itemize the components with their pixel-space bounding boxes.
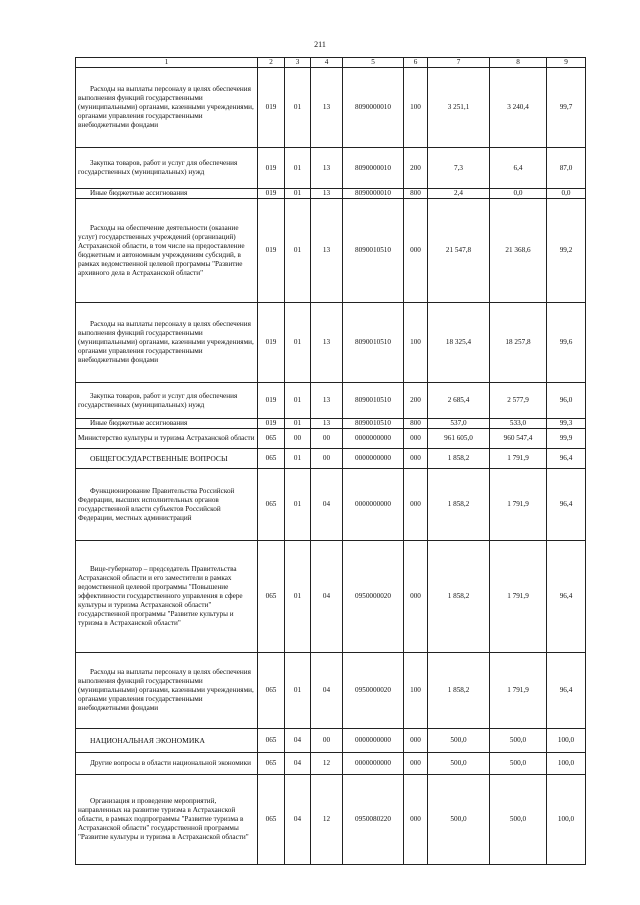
cell-csr: 0000000000 — [343, 449, 404, 469]
cell-fact: 1 791,9 — [490, 469, 547, 541]
table-row — [76, 653, 586, 729]
cell-vr: 000 — [404, 429, 428, 449]
cell-rz: 01 — [285, 383, 311, 419]
cell-fact: 3 240,4 — [490, 68, 547, 148]
cell-gr: 065 — [258, 753, 285, 775]
cell-csr: 0000000000 — [343, 753, 404, 775]
cell-rz: 04 — [285, 753, 311, 775]
cell-pr: 13 — [311, 189, 343, 199]
row-name: Организация и проведение мероприятий, направленных на развитие туризма в Астраханской области, в рамках подпрограммы "Развитие туризма в Астраханской области" государственной программы "Развитие культуры и туризма в Астраханской области" — [76, 775, 258, 865]
cell-pct: 96,4 — [547, 653, 586, 729]
cell-rz: 01 — [285, 449, 311, 469]
cell-gr: 019 — [258, 199, 285, 303]
cell-pct: 99,9 — [547, 429, 586, 449]
col-header: 3 — [285, 58, 311, 68]
table-row — [76, 419, 586, 429]
row-name: ОБЩЕГОСУДАРСТВЕННЫЕ ВОПРОСЫ — [76, 449, 258, 469]
table-row — [76, 189, 586, 199]
cell-csr: 8090000010 — [343, 68, 404, 148]
cell-pr: 13 — [311, 68, 343, 148]
cell-vr: 800 — [404, 189, 428, 199]
cell-gr: 065 — [258, 653, 285, 729]
cell-plan: 500,0 — [428, 753, 490, 775]
cell-vr: 000 — [404, 729, 428, 753]
cell-rz: 01 — [285, 303, 311, 383]
cell-plan: 2 685,4 — [428, 383, 490, 419]
cell-fact: 2 577,9 — [490, 383, 547, 419]
cell-csr: 8090000010 — [343, 189, 404, 199]
cell-plan: 2,4 — [428, 189, 490, 199]
row-name: Расходы на выплаты персоналу в целях обеспечения выполнения функций государственными (муниципальными) органами, казенными учреждениями, органами управления государственными внебюджетными фондами — [76, 653, 258, 729]
col-header: 9 — [547, 58, 586, 68]
table-row — [76, 383, 586, 419]
cell-pr: 04 — [311, 653, 343, 729]
row-name: Министерство культуры и туризма Астраханской области — [76, 429, 258, 449]
cell-pct: 99,2 — [547, 199, 586, 303]
cell-pct: 96,4 — [547, 469, 586, 541]
row-name: Функционирование Правительства Российской Федерации, высших исполнительных органов государственной власти субъектов Российской Федерации, местных администраций — [76, 469, 258, 541]
cell-csr: 0950000020 — [343, 541, 404, 653]
table-row — [76, 541, 586, 653]
cell-vr: 100 — [404, 653, 428, 729]
cell-rz: 04 — [285, 775, 311, 865]
cell-csr: 8090010510 — [343, 303, 404, 383]
cell-plan: 537,0 — [428, 419, 490, 429]
budget-table — [75, 57, 586, 865]
cell-vr: 100 — [404, 68, 428, 148]
cell-fact: 500,0 — [490, 729, 547, 753]
cell-vr: 100 — [404, 303, 428, 383]
cell-pr: 12 — [311, 775, 343, 865]
cell-vr: 000 — [404, 199, 428, 303]
cell-rz: 01 — [285, 199, 311, 303]
cell-pr: 00 — [311, 729, 343, 753]
cell-gr: 019 — [258, 148, 285, 189]
cell-gr: 065 — [258, 469, 285, 541]
cell-fact: 18 257,8 — [490, 303, 547, 383]
cell-pr: 00 — [311, 429, 343, 449]
cell-pct: 99,6 — [547, 303, 586, 383]
cell-pr: 04 — [311, 541, 343, 653]
cell-pr: 13 — [311, 148, 343, 189]
cell-csr: 0950000020 — [343, 653, 404, 729]
row-name: Иные бюджетные ассигнования — [76, 189, 258, 199]
cell-vr: 000 — [404, 753, 428, 775]
row-name: Вице-губернатор – председатель Правительства Астраханской области и его заместители в рамках ведомственной целевой программы "Повышение эффективности государственного управления в сфере культуры и туризма Астраханской области" государственной программы "Развитие культуры и туризма в Астраханской области" — [76, 541, 258, 653]
cell-fact: 960 547,4 — [490, 429, 547, 449]
cell-fact: 6,4 — [490, 148, 547, 189]
row-name: Закупка товаров, работ и услуг для обеспечения государственных (муниципальных) нужд — [76, 383, 258, 419]
table-row — [76, 303, 586, 383]
cell-pct: 100,0 — [547, 753, 586, 775]
cell-vr: 200 — [404, 148, 428, 189]
cell-csr: 0000000000 — [343, 429, 404, 449]
cell-pct: 100,0 — [547, 729, 586, 753]
cell-gr: 065 — [258, 729, 285, 753]
cell-plan: 1 858,2 — [428, 653, 490, 729]
col-header: 8 — [490, 58, 547, 68]
row-name: Иные бюджетные ассигнования — [76, 419, 258, 429]
cell-plan: 500,0 — [428, 775, 490, 865]
column-number-row — [76, 58, 586, 68]
table-row — [76, 429, 586, 449]
cell-gr: 019 — [258, 419, 285, 429]
cell-pr: 13 — [311, 199, 343, 303]
cell-pr: 13 — [311, 419, 343, 429]
cell-vr: 000 — [404, 449, 428, 469]
table-row — [76, 148, 586, 189]
cell-csr: 0000000000 — [343, 469, 404, 541]
cell-fact: 21 368,6 — [490, 199, 547, 303]
table-row — [76, 449, 586, 469]
cell-gr: 019 — [258, 189, 285, 199]
cell-rz: 01 — [285, 419, 311, 429]
row-name: Закупка товаров, работ и услуг для обеспечения государственных (муниципальных) нужд — [76, 148, 258, 189]
cell-csr: 8090010510 — [343, 419, 404, 429]
table-row — [76, 199, 586, 303]
cell-rz: 01 — [285, 653, 311, 729]
table-row — [76, 469, 586, 541]
row-name: Расходы на обеспечение деятельности (оказание услуг) государственных учреждений (организаций) Астраханской области, в том числе на предоставление бюджетным и автономным учреждениям субсидий, в рамках ведомственной целевой программы "Развитие архивного дела в Астраханской области" — [76, 199, 258, 303]
cell-pr: 12 — [311, 753, 343, 775]
table-row — [76, 753, 586, 775]
table-row — [76, 68, 586, 148]
cell-fact: 500,0 — [490, 753, 547, 775]
col-header: 2 — [258, 58, 285, 68]
row-name: Другие вопросы в области национальной экономики — [76, 753, 258, 775]
cell-rz: 04 — [285, 729, 311, 753]
cell-vr: 000 — [404, 469, 428, 541]
cell-plan: 18 325,4 — [428, 303, 490, 383]
cell-plan: 961 605,0 — [428, 429, 490, 449]
cell-csr: 8090000010 — [343, 148, 404, 189]
table-row — [76, 729, 586, 753]
cell-gr: 019 — [258, 383, 285, 419]
cell-gr: 065 — [258, 541, 285, 653]
cell-vr: 800 — [404, 419, 428, 429]
cell-pct: 87,0 — [547, 148, 586, 189]
cell-fact: 1 791,9 — [490, 541, 547, 653]
cell-plan: 7,3 — [428, 148, 490, 189]
cell-plan: 1 858,2 — [428, 449, 490, 469]
cell-pct: 99,3 — [547, 419, 586, 429]
cell-fact: 1 791,9 — [490, 653, 547, 729]
cell-rz: 01 — [285, 541, 311, 653]
cell-pr: 13 — [311, 303, 343, 383]
row-name: Расходы на выплаты персоналу в целях обеспечения выполнения функций государственными (муниципальными) органами, казенными учреждениями, органами управления государственными внебюджетными фондами — [76, 303, 258, 383]
cell-fact: 533,0 — [490, 419, 547, 429]
cell-pct: 100,0 — [547, 775, 586, 865]
cell-fact: 500,0 — [490, 775, 547, 865]
cell-vr: 200 — [404, 383, 428, 419]
col-header: 5 — [343, 58, 404, 68]
cell-plan: 1 858,2 — [428, 541, 490, 653]
cell-gr: 065 — [258, 775, 285, 865]
cell-plan: 3 251,1 — [428, 68, 490, 148]
cell-plan: 1 858,2 — [428, 469, 490, 541]
cell-csr: 8090010510 — [343, 383, 404, 419]
cell-csr: 0000000000 — [343, 729, 404, 753]
cell-vr: 000 — [404, 775, 428, 865]
cell-plan: 500,0 — [428, 729, 490, 753]
cell-rz: 01 — [285, 189, 311, 199]
cell-vr: 000 — [404, 541, 428, 653]
cell-gr: 065 — [258, 429, 285, 449]
cell-rz: 01 — [285, 148, 311, 189]
cell-fact: 1 791,9 — [490, 449, 547, 469]
row-name: Расходы на выплаты персоналу в целях обеспечения выполнения функций государственными (муниципальными) органами, казенными учреждениями, органами управления государственными внебюджетными фондами — [76, 68, 258, 148]
page-number: 211 — [314, 40, 326, 49]
cell-plan: 21 547,8 — [428, 199, 490, 303]
cell-csr: 0950080220 — [343, 775, 404, 865]
col-header: 7 — [428, 58, 490, 68]
cell-pr: 00 — [311, 449, 343, 469]
cell-rz: 00 — [285, 429, 311, 449]
cell-pr: 13 — [311, 383, 343, 419]
cell-pct: 96,4 — [547, 449, 586, 469]
col-header: 1 — [76, 58, 258, 68]
cell-csr: 8090010510 — [343, 199, 404, 303]
cell-fact: 0,0 — [490, 189, 547, 199]
cell-gr: 065 — [258, 449, 285, 469]
cell-gr: 019 — [258, 68, 285, 148]
col-header: 4 — [311, 58, 343, 68]
table-row — [76, 775, 586, 865]
cell-pct: 99,7 — [547, 68, 586, 148]
cell-rz: 01 — [285, 68, 311, 148]
cell-rz: 01 — [285, 469, 311, 541]
cell-pct: 96,0 — [547, 383, 586, 419]
col-header: 6 — [404, 58, 428, 68]
cell-gr: 019 — [258, 303, 285, 383]
row-name: НАЦИОНАЛЬНАЯ ЭКОНОМИКА — [76, 729, 258, 753]
cell-pr: 04 — [311, 469, 343, 541]
cell-pct: 96,4 — [547, 541, 586, 653]
cell-pct: 0,0 — [547, 189, 586, 199]
